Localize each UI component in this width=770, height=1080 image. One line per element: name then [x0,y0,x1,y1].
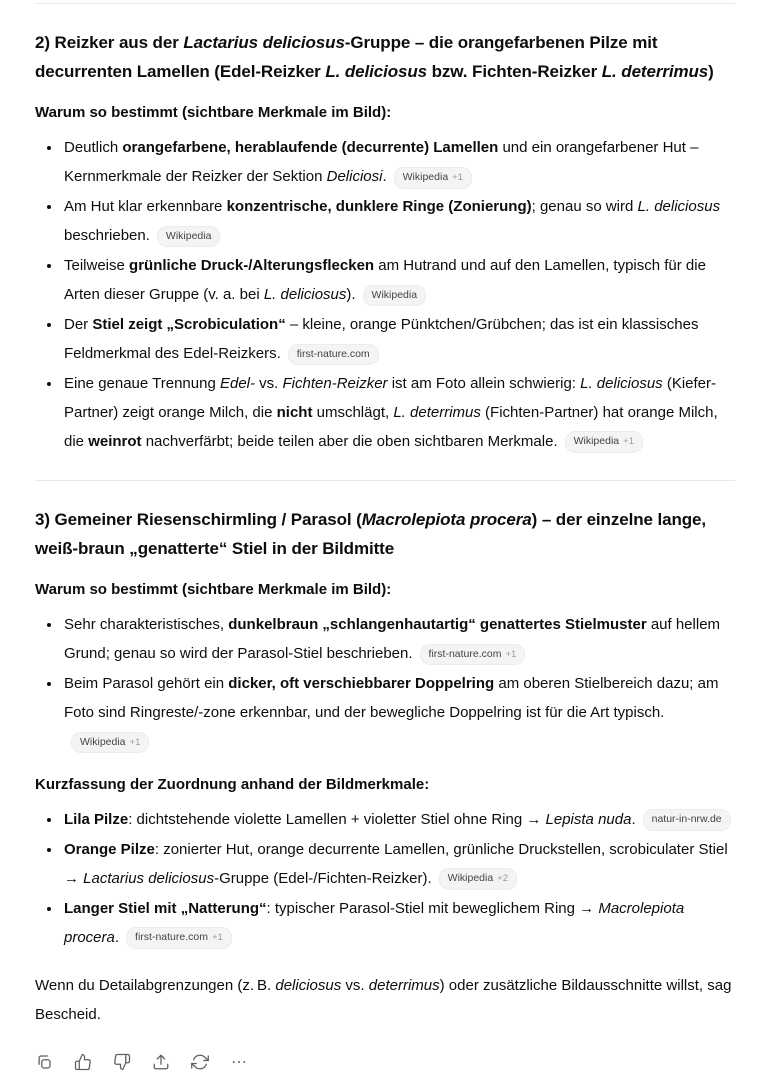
message-top-divider [35,3,735,4]
citation-extra: +1 [211,932,223,944]
section-2-heading: 2) Reizker aus der Lactarius deliciosus-Gruppe – die orangefarbenen Pilze mit decurrenten Lamellen (Edel-Reizker L. deliciosus bzw. Fichten-Reizker L. deterrimus) [35,33,714,82]
list-item [62,670,735,757]
citation-badge[interactable] [126,927,232,949]
assistant-message [0,3,770,1080]
section-2-bullet-list [35,134,735,456]
citation-badge[interactable] [565,431,643,453]
citation-badge[interactable] [439,868,517,890]
list-item [62,193,735,251]
closing-paragraph: Wenn du Detailabgrenzungen (z. B. deliciosus vs. deterrimus) oder zusätzliche Bildausschnitte willst, sag Bescheid. [35,976,732,1023]
thumbs-down-button[interactable] [107,1048,137,1076]
list-item [62,895,735,953]
citation-badge[interactable] [71,732,149,754]
citation-badge[interactable] [288,344,379,365]
list-item [62,252,735,310]
citation-source: Wikipedia [371,288,418,301]
section-3-heading: 3) Gemeiner Riesenschirmling / Parasol (Macrolepiota procera) – der einzelne lange, weiß-braun „genatterte“ Stiel in der Bildmitte [35,509,707,559]
bullet-text: Lila Pilze: dichtstehende violette Lamellen + violetter Stiel ohne Ring → Lepista nuda. [64,810,636,828]
citation-badge[interactable] [643,809,731,830]
section-3-lead: Warum so bestimmt (sichtbare Merkmale im Bild): [35,581,392,599]
bullet-text: Deutlich orangefarbene, herablaufende (decurrente) Lamellen und ein orangefarbener Hut – Kernmerkmale der Reizker der Sektion Deliciosi. [64,139,699,186]
citation-source: Wikipedia [573,435,620,448]
share-icon [152,1053,170,1071]
message-action-bar [29,1044,735,1080]
bullet-text: Beim Parasol gehört ein dicker, oft verschiebbarer Doppelring am oberen Stielbereich dazu; am Foto sind Ringreste/-zone erkennbar, und der bewegliche Doppelring ist für die Art typisch. [64,675,719,722]
bullet-text: Der Stiel zeigt „Scrobiculation“ – kleine, orange Pünktchen/Grübchen; das ist ein klassisches Feldmerkmal des Edel-Reizkers. [64,316,699,363]
list-item [62,611,735,669]
citation-source: first-nature.com [135,931,208,944]
citation-extra: +1 [505,648,517,660]
section-divider [35,480,735,481]
thumbs-up-icon [74,1053,92,1071]
copy-icon [35,1053,53,1071]
citation-source: first-nature.com [428,647,502,660]
citation-source: Wikipedia [165,229,212,242]
citation-source: Wikipedia [447,872,494,885]
citation-extra: +1 [129,736,141,748]
section-3-bullet-list [35,611,735,757]
bullet-text: Am Hut klar erkennbare konzentrische, dunklere Ringe (Zonierung); genau so wird L. deliciosus beschrieben. [64,198,721,245]
more-icon [230,1053,248,1071]
citation-badge[interactable] [420,644,526,666]
summary-lead: Kurzfassung der Zuordnung anhand der Bildmerkmale: [35,775,430,793]
regenerate-button[interactable] [185,1048,215,1076]
bullet-text: Eine genaue Trennung Edel- vs. Fichten-Reizker ist am Foto allein schwierig: L. deliciosus (Kiefer-Partner) zeigt orange Milch, die nicht umschlägt, L. deterrimus (Fichten-Partner) hat orange Milch, die weinrot nachverfärbt; beide teilen aber die oben sichtbaren Merkmale. [64,374,718,450]
citation-source: Wikipedia [80,735,126,748]
citation-source: Wikipedia [402,170,449,183]
citation-extra: +1 [452,171,464,183]
summary-bullet-list [35,806,735,953]
citation-badge[interactable] [394,167,472,189]
citation-extra: +2 [497,873,509,885]
citation-source: natur-in-nrw.de [651,813,722,826]
share-button[interactable] [146,1048,176,1076]
citation-extra: +1 [623,436,634,448]
bullet-text: Sehr charakteristisches, dunkelbraun „schlangenhautartig“ genattertes Stielmuster auf hellem Grund; genau so wird der Parasol-Stiel beschrieben. [64,616,721,663]
list-item [62,806,735,835]
citation-source: first-nature.com [296,347,370,360]
thumbs-down-icon [113,1053,131,1071]
copy-button[interactable] [29,1048,59,1076]
citation-badge[interactable] [363,285,427,306]
bullet-text: Orange Pilze: zonierter Hut, orange decurrente Lamellen, grünliche Druckstellen, scrobiculater Stiel → Lactarius deliciosus-Gruppe (Edel-/Fichten-Reizker). [64,840,728,887]
bullet-text: Teilweise grünliche Druck-/Alterungsflecken am Hutrand und auf den Lamellen, typisch für die Arten dieser Gruppe (v. a. bei L. deliciosus). [64,257,706,304]
regenerate-icon [191,1053,209,1071]
more-options-button[interactable] [224,1048,254,1076]
thumbs-up-button[interactable] [68,1048,98,1076]
section-2-lead: Warum so bestimmt (sichtbare Merkmale im Bild): [35,104,392,122]
citation-badge[interactable] [157,226,221,247]
bullet-text: Langer Stiel mit „Natterung“: typischer Parasol-Stiel mit beweglichem Ring → Macrolepiota procera. [64,899,685,946]
list-item [62,134,735,192]
list-item [62,836,735,894]
list-item [62,311,735,369]
list-item [62,370,735,457]
